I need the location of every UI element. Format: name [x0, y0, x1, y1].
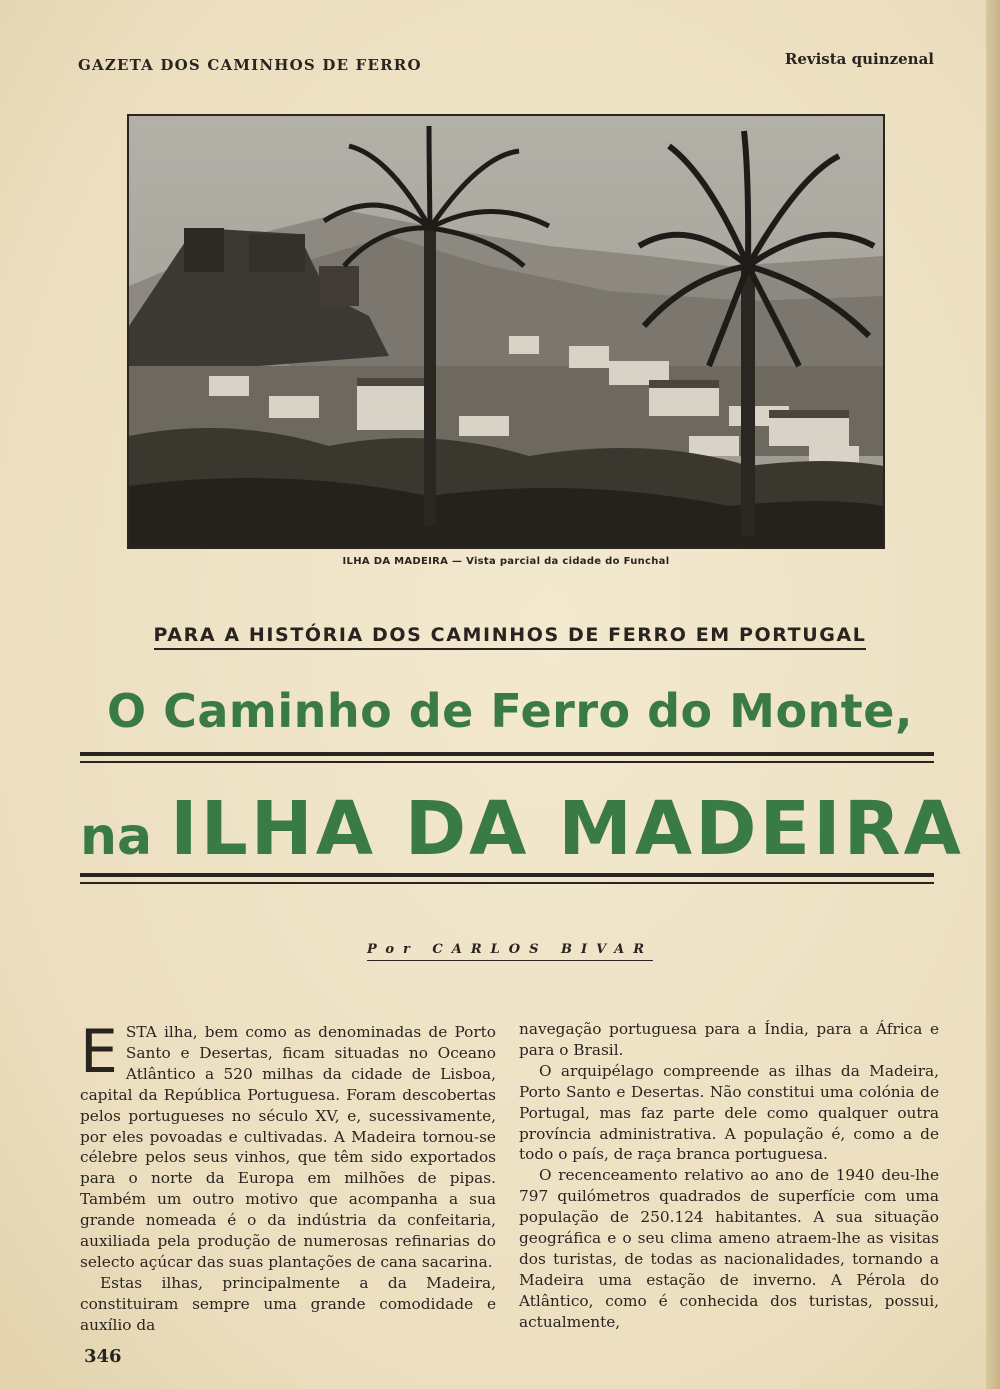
- title-rule-top-thick: [80, 752, 934, 756]
- paragraph: [80, 1017, 496, 1273]
- series-kicker: [80, 624, 940, 646]
- publication-title: GAZETA DOS CAMINHOS DE FERRO: [78, 56, 422, 74]
- paragraph-text: STA ilha, bem como as denominadas de Porto Santo e Desertas, ficam situadas no Oceano Atlântico a 520 milhas da cidade de Lisboa, capital da República Portuguesa. Foram descobertas pelos portugueses no século XV, e, sucessivamente, por eles povoadas e cultivadas. A Madeira tornou-se célebre pelos seus vinhos, que têm sido exportados para o norte da Europa em milhões de pipas. Também um outro motivo que acompanha a sua grande nomeada é o da indústria da confeitaria, auxiliada pela produção de numerosas refinarias do selecto açúcar das suas plantações de cana sacarina.: [80, 1023, 496, 1271]
- page-edge: [986, 0, 1000, 1389]
- headline-line-1: O Caminho de Ferro do Monte,: [107, 684, 913, 738]
- byline-text: Por CARLOS BIVAR: [367, 942, 653, 961]
- headline-prefix: na: [80, 807, 153, 867]
- funchal-photo-image: [129, 116, 883, 547]
- drop-cap: E: [80, 1017, 118, 1087]
- title-rule-top-thin: [80, 761, 934, 763]
- byline: [80, 938, 940, 957]
- paragraph: navegação portuguesa para a Índia, para a África e para o Brasil.: [519, 1020, 939, 1059]
- photo-caption: ILHA DA MADEIRA — Vista parcial da cidade do Funchal: [342, 556, 670, 567]
- paragraph: Estas ilhas, principalmente a da Madeira, constituiram sempre uma grande comodidade e auxílio da: [80, 1273, 496, 1334]
- article-column-right: [519, 1019, 939, 1333]
- page-number: 346: [84, 1346, 122, 1367]
- headline-line-2: [80, 786, 964, 872]
- funchal-photo: [127, 114, 885, 549]
- series-kicker-text: PARA A HISTÓRIA DOS CAMINHOS DE FERRO EM PORTUGAL: [154, 624, 867, 650]
- periodicity-label: Revista quinzenal: [784, 50, 934, 68]
- paragraph: O recenceamento relativo ao ano de 1940 deu-lhe 797 quilómetros quadrados de superfície com uma população de 250.124 habitantes. A sua situação geográfica e o seu clima ameno atraem-lhe as visitas dos turistas, de todas as nacionalidades, tornando a Madeira uma estação de inverno. A Pérola do Atlântico, como é conhecida dos turistas, possui, actualmente,: [519, 1166, 939, 1331]
- paragraph: O arquipélago compreende as ilhas da Madeira, Porto Santo e Desertas. Não constitui uma colónia de Portugal, mas faz parte dele como qualquer outra província administrativa. A população é, como a de todo o país, de raça branca portuguesa.: [519, 1061, 939, 1164]
- title-rule-bottom-thin: [80, 882, 934, 884]
- title-rule-bottom-thick: [80, 873, 934, 877]
- article-column-left: [80, 1017, 496, 1336]
- headline-main: ILHA DA MADEIRA: [170, 786, 964, 872]
